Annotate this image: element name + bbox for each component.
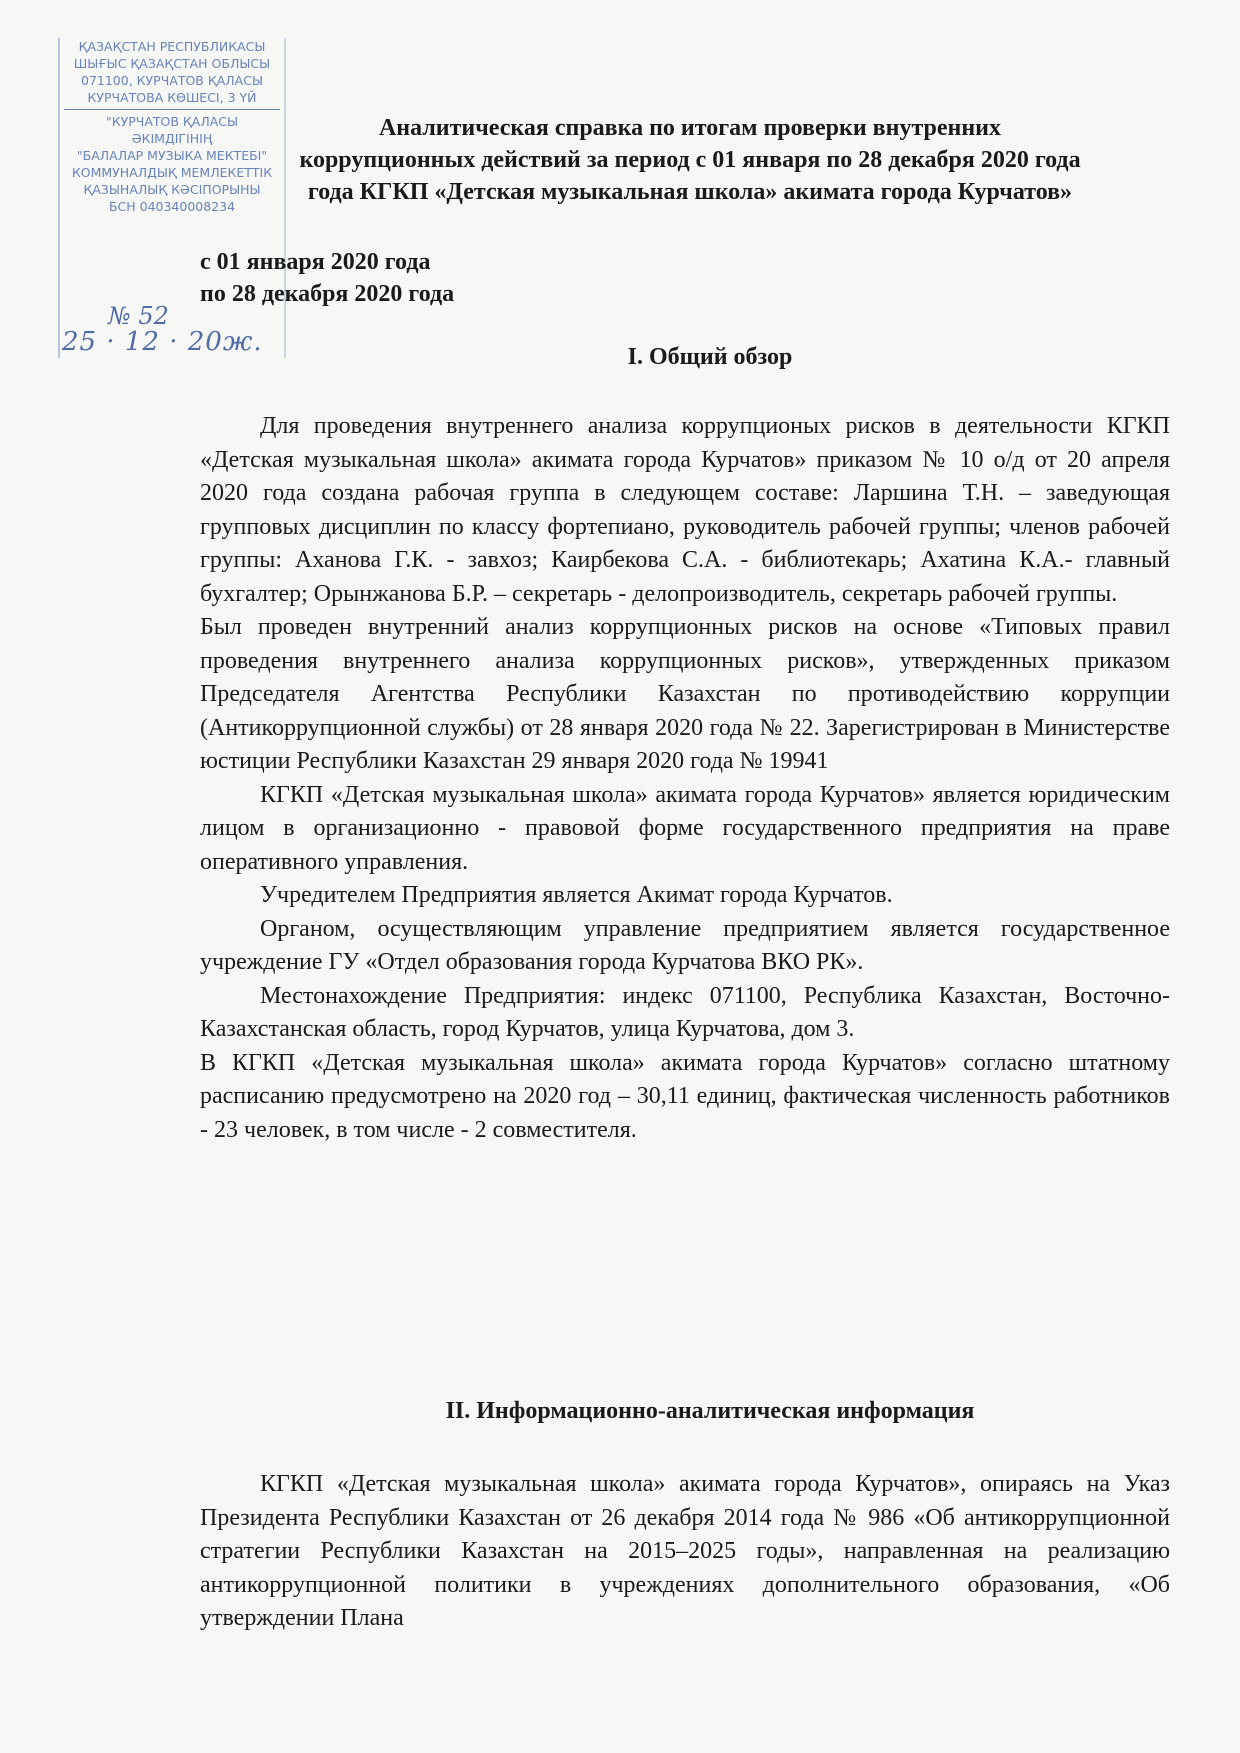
paragraph: КГКП «Детская музыкальная школа» акимата города Курчатов», опираясь на Указ Президента Республики Казахстан от 26 декабря 2014 года № 986 «Об антикоррупционной стратегии Республики Казахстан на 2015–2025 годы», направленная на реализацию антикоррупционной политики в учреждениях дополнительного образования, «Об утверждении Плана — [200, 1471, 1170, 1631]
stamp-divider — [64, 109, 280, 110]
title-line: Аналитическая справка по итогам проверки внутренних — [378, 115, 1002, 141]
section-heading-general-overview: I. Общий обзор — [627, 344, 793, 370]
stamp-registration-number: № 52 — [108, 302, 169, 330]
section-analytical-information — [200, 1468, 1170, 1636]
stamp-line: ҚАЗАҚСТАН РЕСПУБЛИКАСЫ — [78, 39, 266, 54]
section-general-overview — [200, 410, 1170, 1147]
paragraph: Для проведения внутреннего анализа коррупционых рисков в деятельности КГКП «Детская музыкальная школа» акимата города Курчатов» приказом № 10 о/д от 20 апреля 2020 года создана рабочая группа в следующем составе: Ларшина Т.Н. – заведующая групповых дисциплин по классу фортепиано, руководитель рабочей группы; членов рабочей группы: Аханова Г.К. - завхоз; Каирбекова С.А. - библиотекарь; Ахатина К.А.- главный бухгалтер; Орынжанова Б.Р. – секретарь - делопроизводитель, секретарь рабочей группы. — [200, 413, 1170, 607]
paragraph: Органом, осуществляющим управление предприятием является государственное учреждение ГУ «Отдел образования города Курчатова ВКО РК». — [200, 915, 1170, 975]
stamp-registration-date: 25 · 12 · 20ж. — [62, 327, 263, 357]
stamp-line: КУРЧАТОВА КӨШЕСІ, 3 ҮЙ — [87, 90, 257, 105]
paragraph: Был проведен внутренний анализ коррупционных рисков на основе «Типовых правил проведения внутреннего анализа коррупционных рисков», утвержденных приказом Председателя Агентства Республики Казахстан по противодействию коррупции (Антикоррупционной службы) от 28 января 2020 года № 22. Зарегистрирован в Министерстве юстиции Республики Казахстан 29 января 2020 года № 19941 — [200, 614, 1170, 774]
stamp-line: "БАЛАЛАР МУЗЫКА МЕКТЕБІ" — [76, 148, 268, 163]
paragraph: КГКП «Детская музыкальная школа» акимата города Курчатов» является юридическим лицом в организационно - правовой форме государственного предприятия на праве оперативного управления. — [200, 781, 1170, 875]
stamp-line: 071100, КУРЧАТОВ ҚАЛАСЫ — [81, 73, 263, 88]
paragraph: В КГКП «Детская музыкальная школа» акимата города Курчатов» согласно штатному расписанию предусмотрено на 2020 год – 30,11 единиц, фактическая численность работников - 23 человек, в том числе - 2 совместителя. — [200, 1049, 1170, 1143]
stamp-line: ШЫҒЫС ҚАЗАҚСТАН ОБЛЫСЫ — [73, 56, 271, 71]
period-start: с 01 января 2020 года — [200, 249, 431, 275]
paragraph: Местонахождение Предприятия: индекс 071100, Республика Казахстан, Восточно-Казахстанская область, город Курчатов, улица Курчатова, дом 3. — [200, 982, 1170, 1042]
period-end: по 28 декабря 2020 года — [200, 281, 455, 307]
stamp-line: ӘКІМДІГІНІҢ — [131, 131, 213, 146]
document-title — [200, 112, 1180, 208]
stamp-line: "КУРЧАТОВ ҚАЛАСЫ — [105, 114, 239, 129]
stamp-frame — [58, 38, 60, 358]
report-period — [200, 246, 800, 310]
title-line: года КГКП «Детская музыкальная школа» акимата города Курчатов» — [307, 179, 1073, 205]
section-heading-analytical-information: II. Информационно-аналитическая информация — [445, 1398, 975, 1424]
stamp-line: КОММУНАЛДЫҚ МЕМЛЕКЕТТІК — [71, 165, 273, 180]
stamp-line: ҚАЗЫНАЛЫҚ КӘСІПОРЫНЫ — [83, 182, 261, 197]
stamp-line: БСН 040340008234 — [108, 199, 236, 214]
title-line: коррупционных действий за период с 01 января по 28 декабря 2020 года — [299, 147, 1081, 173]
paragraph: Учредителем Предприятия является Акимат города Курчатов. — [260, 882, 893, 908]
